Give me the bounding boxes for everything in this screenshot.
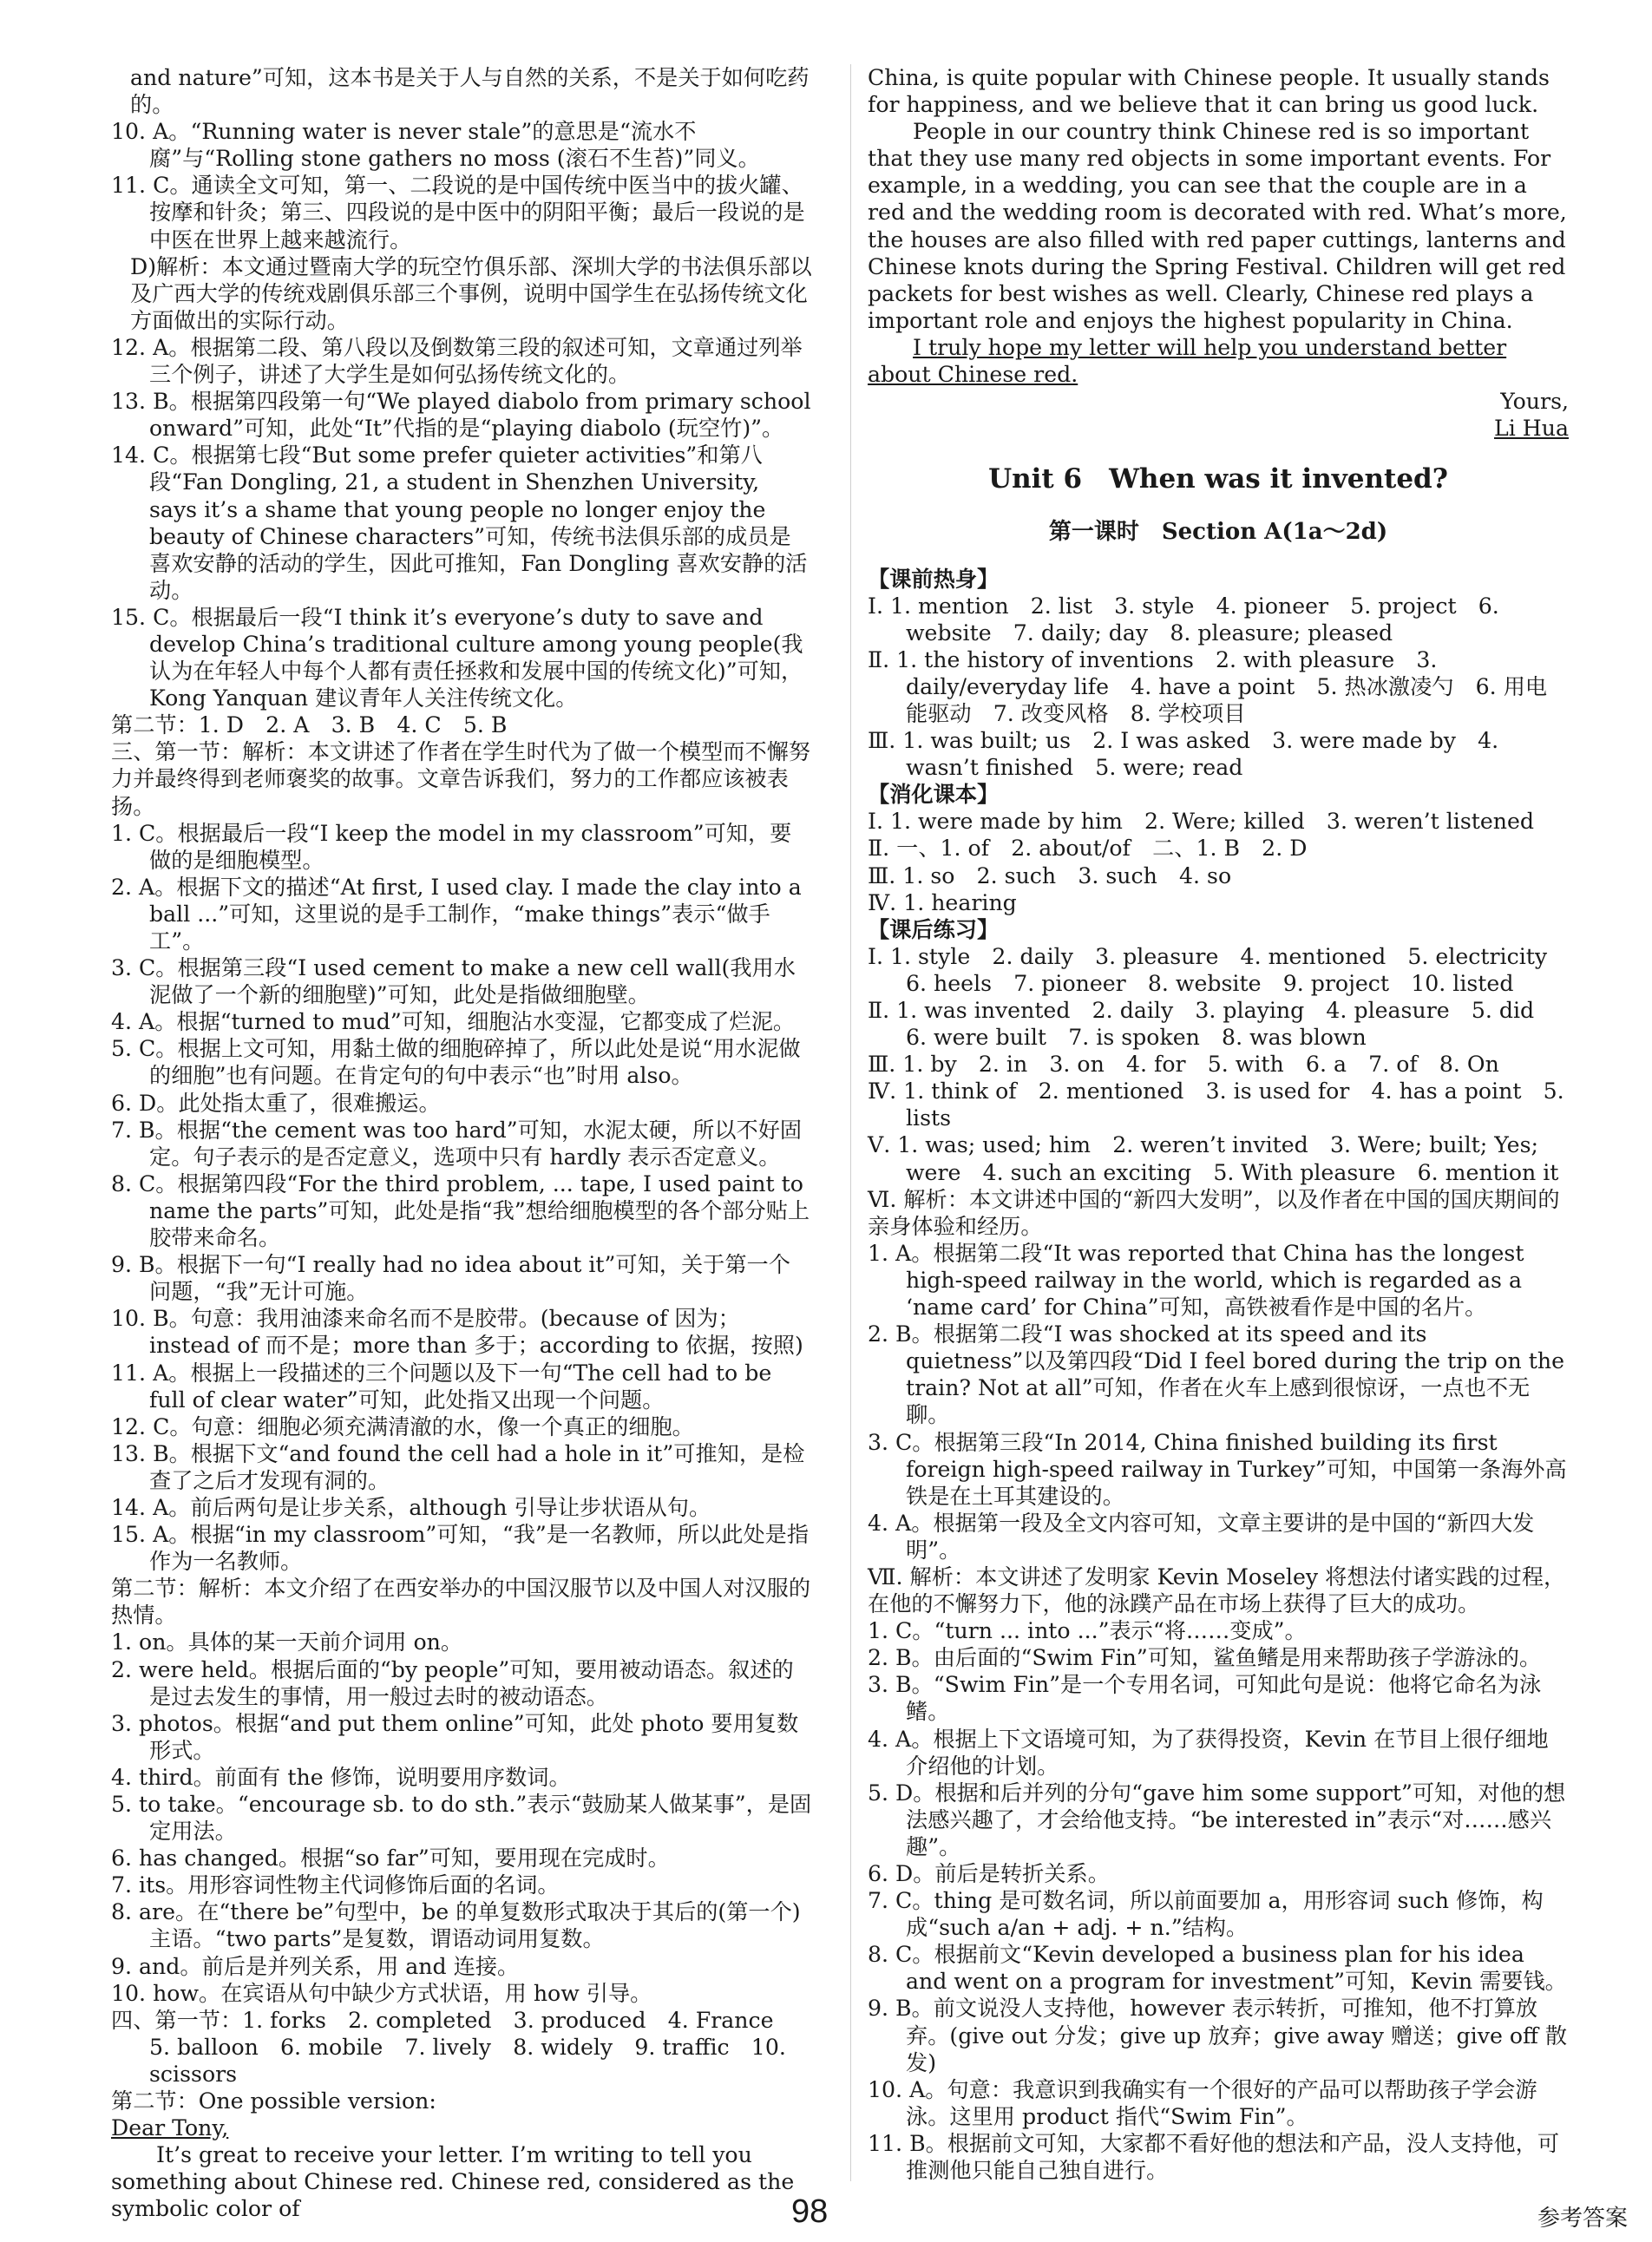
text-line: 6. has changed。根据“so far”可知，要用现在完成时。 — [111, 1845, 670, 1872]
text-line: Ⅶ. 解析：本文讲述了发明家 Kevin Moseley 将想法付诸实践的过程，在他的不懈努力下，他的泳蹼产品在市场上获得了巨大的成功。 — [868, 1564, 1566, 1617]
text-line: Ⅱ. 1. was invented 2. daily 3. playing 4. pleasure 5. did 6. were built 7. is spoken 8. was blown — [868, 998, 1557, 1051]
text-line: 5. C。根据上文可知，用黏土做的细胞碎掉了，所以此处是说“用水泥做的细胞”也有问题。在肯定句的句中表示“也”时用 also。 — [111, 1036, 801, 1089]
text-line: 第二节：One possible version: — [111, 2088, 436, 2114]
text-line: 3. photos。根据“and put them online”可知，此处 photo 要用复数形式。 — [111, 1710, 799, 1763]
text-line: Ⅳ. 1. hearing — [868, 889, 1017, 915]
text-line: and nature”可知，这本书是关于人与自然的关系，不是关于如何吃药的。 — [130, 65, 810, 118]
right-column — [868, 64, 1569, 2184]
closing-name: Li Hua — [1494, 416, 1569, 442]
text-line: Ⅰ. 1. style 2. daily 3. pleasure 4. mentioned 5. electricity 6. heels 7. pioneer 8. website 9. project 10. listed — [868, 943, 1570, 996]
text-line: Ⅲ. 1. was built; us 2. I was asked 3. were made by 4. wasn’t finished 5. were; read — [868, 728, 1499, 781]
column-divider — [850, 64, 851, 2181]
text-line: 7. B。根据“the cement was too hard”可知，水泥太硬，所以不好固定。句子表示的是否定意义，选项中只有 hardly 表示否定意义。 — [111, 1117, 803, 1170]
section-title: 第一课时 Section A(1a～2d) — [1048, 519, 1388, 546]
text-line: 8. C。根据第四段“For the third problem, ... tape, I used paint to name the parts”可知，此处是指“我”想给细胞模型的各个部分贴上胶带来命名。 — [111, 1170, 810, 1251]
text-line: 8. are。在“there be”句型中，be 的单复数形式取决于其后的(第一个)主语。“two parts”是复数，谓语动词用复数。 — [111, 1899, 801, 1952]
text-line: 7. its。用形容词性物主代词修饰后面的名词。 — [111, 1872, 560, 1898]
text-line: 1. C。“turn ... into ...”表示“将……变成”。 — [868, 1618, 1307, 1644]
answer-list — [868, 566, 1569, 2185]
page-number: 98 — [791, 2193, 829, 2230]
text-line: 15. A。根据“in my classroom”可知，“我”是一名教师，所以此处是指作为一名教师。 — [111, 1522, 810, 1575]
text-line: Ⅵ. 解析：本文讲述中国的“新四大发明”，以及作者在中国的国庆期间的亲身体验和经历。 — [868, 1186, 1560, 1239]
text-line: 13. B。根据第四段第一句“We played diabolo from primary school onward”可知，此处“It”代指的是“playing diabolo (玩空竹)”。 — [111, 389, 811, 442]
text-line: I truly hope my letter will help you understand better about Chinese red. — [868, 334, 1507, 388]
text-line: 11. B。根据前文可知，大家都不看好他的想法和产品，没人支持他，可推测他只能自己独自进行。 — [868, 2130, 1560, 2184]
text-line: 4. A。根据第一段及全文内容可知，文章主要讲的是中国的“新四大发明”。 — [868, 1510, 1535, 1563]
text-line: 6. D。此处指太重了，很难搬运。 — [111, 1090, 441, 1116]
text-line: 9. B。前文说没人支持他，however 表示转折，可推知，他不打算放弃。(give out 分发；give up 放弃；give away 赠送；give off 散发) — [868, 1996, 1568, 2075]
text-line: 第二节：1. D 2. A 3. B 4. C 5. B — [111, 712, 508, 738]
text-line: 4. A。根据“turned to mud”可知，细胞沾水变湿，它都变成了烂泥。 — [111, 1009, 796, 1035]
text-line: 2. were held。根据后面的“by people”可知，要用被动语态。叙述的是过去发生的事情，用一般过去时的被动语态。 — [111, 1656, 794, 1709]
letter-continuation — [868, 64, 1569, 388]
text-line: 2. B。由后面的“Swim Fin”可知，鲨鱼鳍是用来帮助孩子学游泳的。 — [868, 1645, 1542, 1671]
text-line: 10. B。句意：我用油漆来命名而不是胶带。(because of 因为；instead of 而不是；more than 多于；according to 依据，按照) — [111, 1306, 803, 1359]
text-line: Ⅱ. 一、1. of 2. about/of 二、1. B 2. D — [868, 836, 1308, 862]
text-line: 【消化课本】 — [868, 781, 1000, 808]
unit-title: Unit 6 When was it invented? — [988, 463, 1448, 495]
text-line: 三、第一节：解析：本文讲述了作者在学生时代为了做一个模型而不懈努力并最终得到老师褒奖的故事。文章告诉我们，努力的工作都应该被表扬。 — [111, 739, 810, 819]
text-line: 12. A。根据第二段、第八段以及倒数第三段的叙述可知，文章通过列举三个例子，讲述了大学生是如何弘扬传统文化的。 — [111, 334, 803, 388]
text-line: 5. to take。“encourage sb. to do sth.”表示“鼓励某人做某事”，是固定用法。 — [111, 1792, 812, 1845]
text-line: Ⅲ. 1. by 2. in 3. on 4. for 5. with 6. a 7. of 8. On — [868, 1052, 1499, 1078]
text-line: 【课后练习】 — [868, 915, 1000, 942]
text-line: 四、第一节：1. forks 2. completed 3. produced 4. France 5. balloon 6. mobile 7. lively 8. widely 9. traffic 10. scissors — [111, 2007, 796, 2087]
text-line: 3. C。根据第三段“I used cement to make a new cell wall(我用水泥做了一个新的细胞壁)”可知，此处是指做细胞壁。 — [111, 955, 796, 1008]
text-line: 4. A。根据上下文语境可知，为了获得投资，Kevin 在节目上很仔细地介绍他的计划。 — [868, 1726, 1549, 1779]
text-line: Ⅳ. 1. think of 2. mentioned 3. is used for 4. has a point 5. lists — [868, 1078, 1564, 1131]
text-line: 9. and。前后是并列关系，用 and 连接。 — [111, 1953, 520, 1979]
text-line: 3. B。“Swim Fin”是一个专用名词，可知此句是说：他将它命名为泳鳍。 — [868, 1672, 1542, 1725]
text-line: 11. A。根据上一段描述的三个问题以及下一句“The cell had to be full of clear water”可知，此处指又出现一个问题。 — [111, 1360, 772, 1413]
text-line: 9. B。根据下一句“I really had no idea about it”可知，关于第一个问题，“我”无计可施。 — [111, 1252, 790, 1305]
text-line: 13. B。根据下文“and found the cell had a hole in it”可推知，是检查了之后才发现有洞的。 — [111, 1440, 805, 1493]
text-line: 1. A。根据第二段“It was reported that China has the longest high-speed railway in the world, which is regarded as a ‘name card’ for China”可知，高铁被看作是中国的名片。 — [868, 1240, 1524, 1321]
text-line: 3. C。根据第三段“In 2014, China finished building its first foreign high-speed railway in Turkey”可知，中国第一条海外高铁是在土耳其建设的。 — [868, 1429, 1567, 1509]
text-line: 10. A。“Running water is never stale”的意思是“流水不腐”与“Rolling stone gathers no moss (滚石不生苔)”同义。 — [111, 119, 760, 172]
text-line: 11. C。通读全文可知，第一、二段说的是中国传统中医当中的拔火罐、按摩和针灸；第三、四段说的是中医中的阴阳平衡；最后一段说的是中医在世界上越来越流行。 — [111, 173, 805, 252]
footer-label: 参考答案 — [1537, 2206, 1629, 2232]
left-column — [111, 64, 812, 2223]
text-line: Ⅲ. 1. so 2. such 3. such 4. so — [868, 862, 1232, 888]
text-line: 6. D。前后是转折关系。 — [868, 1861, 1110, 1886]
closing-yours: Yours, — [1500, 389, 1569, 415]
text-line: 2. B。根据第二段“I was shocked at its speed and its quietness”以及第四段“Did I feel bored during the trip on the train? Not at all”可知，作者在火车上感到很惊讶，一点也不无聊。 — [868, 1321, 1565, 1428]
text-line: 14. A。前后两句是让步关系，although 引导让步状语从句。 — [111, 1494, 711, 1520]
text-line: 7. C。thing 是可数名词，所以前面要加 a，用形容词 such 修饰，构成“such a/an + adj. + n.”结构。 — [868, 1888, 1544, 1941]
text-line: 1. C。根据最后一段“I keep the model in my classroom”可知，要做的是细胞模型。 — [111, 820, 792, 873]
text-line: 12. C。句意：细胞必须充满清澈的水，像一个真正的细胞。 — [111, 1413, 694, 1439]
text-line: 10. how。在宾语从句中缺少方式状语，用 how 引导。 — [111, 1980, 652, 2006]
text-line: China, is quite popular with Chinese people. It usually stands for happiness, and we believe that it can bring us good luck. — [868, 65, 1550, 118]
text-line: 1. on。具体的某一天前介词用 on。 — [111, 1629, 463, 1655]
text-line: 【课前热身】 — [868, 565, 1000, 592]
text-line: People in our country think Chinese red is so important that they use many red objects in some important events. For example, in a wedding, you can see that the couple are in a red and the wedding room is decorated with red. What’s more, the houses are also filled with red paper cuttings, lanterns and Chinese knots during the Spring Festival. Children will get red packets for best wishes as well. Clearly, Chinese red plays a important role and enjoys the highest popularity in China. — [868, 119, 1567, 333]
text-line: 4. third。前面有 the 修饰，说明要用序数词。 — [111, 1764, 571, 1790]
text-line: D)解析：本文通过暨南大学的玩空竹俱乐部、深圳大学的书法俱乐部以及广西大学的传统戏剧俱乐部三个事例，说明中国学生在弘扬传统文化方面做出的实际行动。 — [130, 253, 812, 333]
text-line: 8. C。根据前文“Kevin developed a business plan for his idea and went on a program for investment”可知，Kevin 需要钱。 — [868, 1942, 1567, 1995]
text-line: 第二节：解析：本文介绍了在西安举办的中国汉服节以及中国人对汉服的热情。 — [111, 1576, 810, 1629]
text-line: 5. D。根据和后并列的分句“gave him some support”可知，对他的想法感兴趣了，才会给他支持。“be interested in”表示“对……感兴趣”。 — [868, 1780, 1566, 1859]
text-line: 15. C。根据最后一段“I think it’s everyone’s duty to save and develop China’s traditional culture among young people(我认为在年轻人中每个人都有责任拯救和发展中国的传统文化)”可知，Kong Yanquan 建议青年人关注传统文化。 — [111, 604, 803, 711]
text-line: Ⅰ. 1. were made by him 2. Were; killed 3. weren’t listened — [868, 809, 1535, 835]
text-line: 10. A。句意：我意识到我确实有一个很好的产品可以帮助孩子学会游泳。这里用 product 指代“Swim Fin”。 — [868, 2076, 1537, 2129]
text-line: Ⅴ. 1. was; used; him 2. weren’t invited 3. Were; built; Yes; were 4. such an exciting 5. With pleasure 6. mention it — [868, 1132, 1559, 1185]
text-line: Dear Tony, — [111, 2115, 229, 2141]
text-line: Ⅰ. 1. mention 2. list 3. style 4. pioneer 5. project 6. website 7. daily; day 8. pleasure; pleased — [868, 593, 1499, 646]
text-line: It’s great to receive your letter. I’m writing to tell you something about Chinese red. Chinese red, considered as the symbolic color of — [111, 2142, 795, 2222]
text-line: Ⅱ. 1. the history of inventions 2. with pleasure 3. daily/everyday life 4. have a point 5. 热冰激凌勺 6. 用电能驱动 7. 改变风格 8. 学校项目 — [868, 646, 1548, 726]
text-line: 14. C。根据第七段“But some prefer quieter activities”和第八段“Fan Dongling, 21, a student in Shenzhen University, says it’s a shame that young people no longer enjoy the beauty of Chinese characters”可知，传统书法俱乐部的成员是喜欢安静的活动的学生，因此可推知，Fan Dongling 喜欢安静的活动。 — [111, 442, 808, 603]
text-line: 2. A。根据下文的描述“At first, I used clay. I made the clay into a ball ...”可知，这里说的是手工制作，“make things”表示“做手工”。 — [111, 874, 802, 954]
